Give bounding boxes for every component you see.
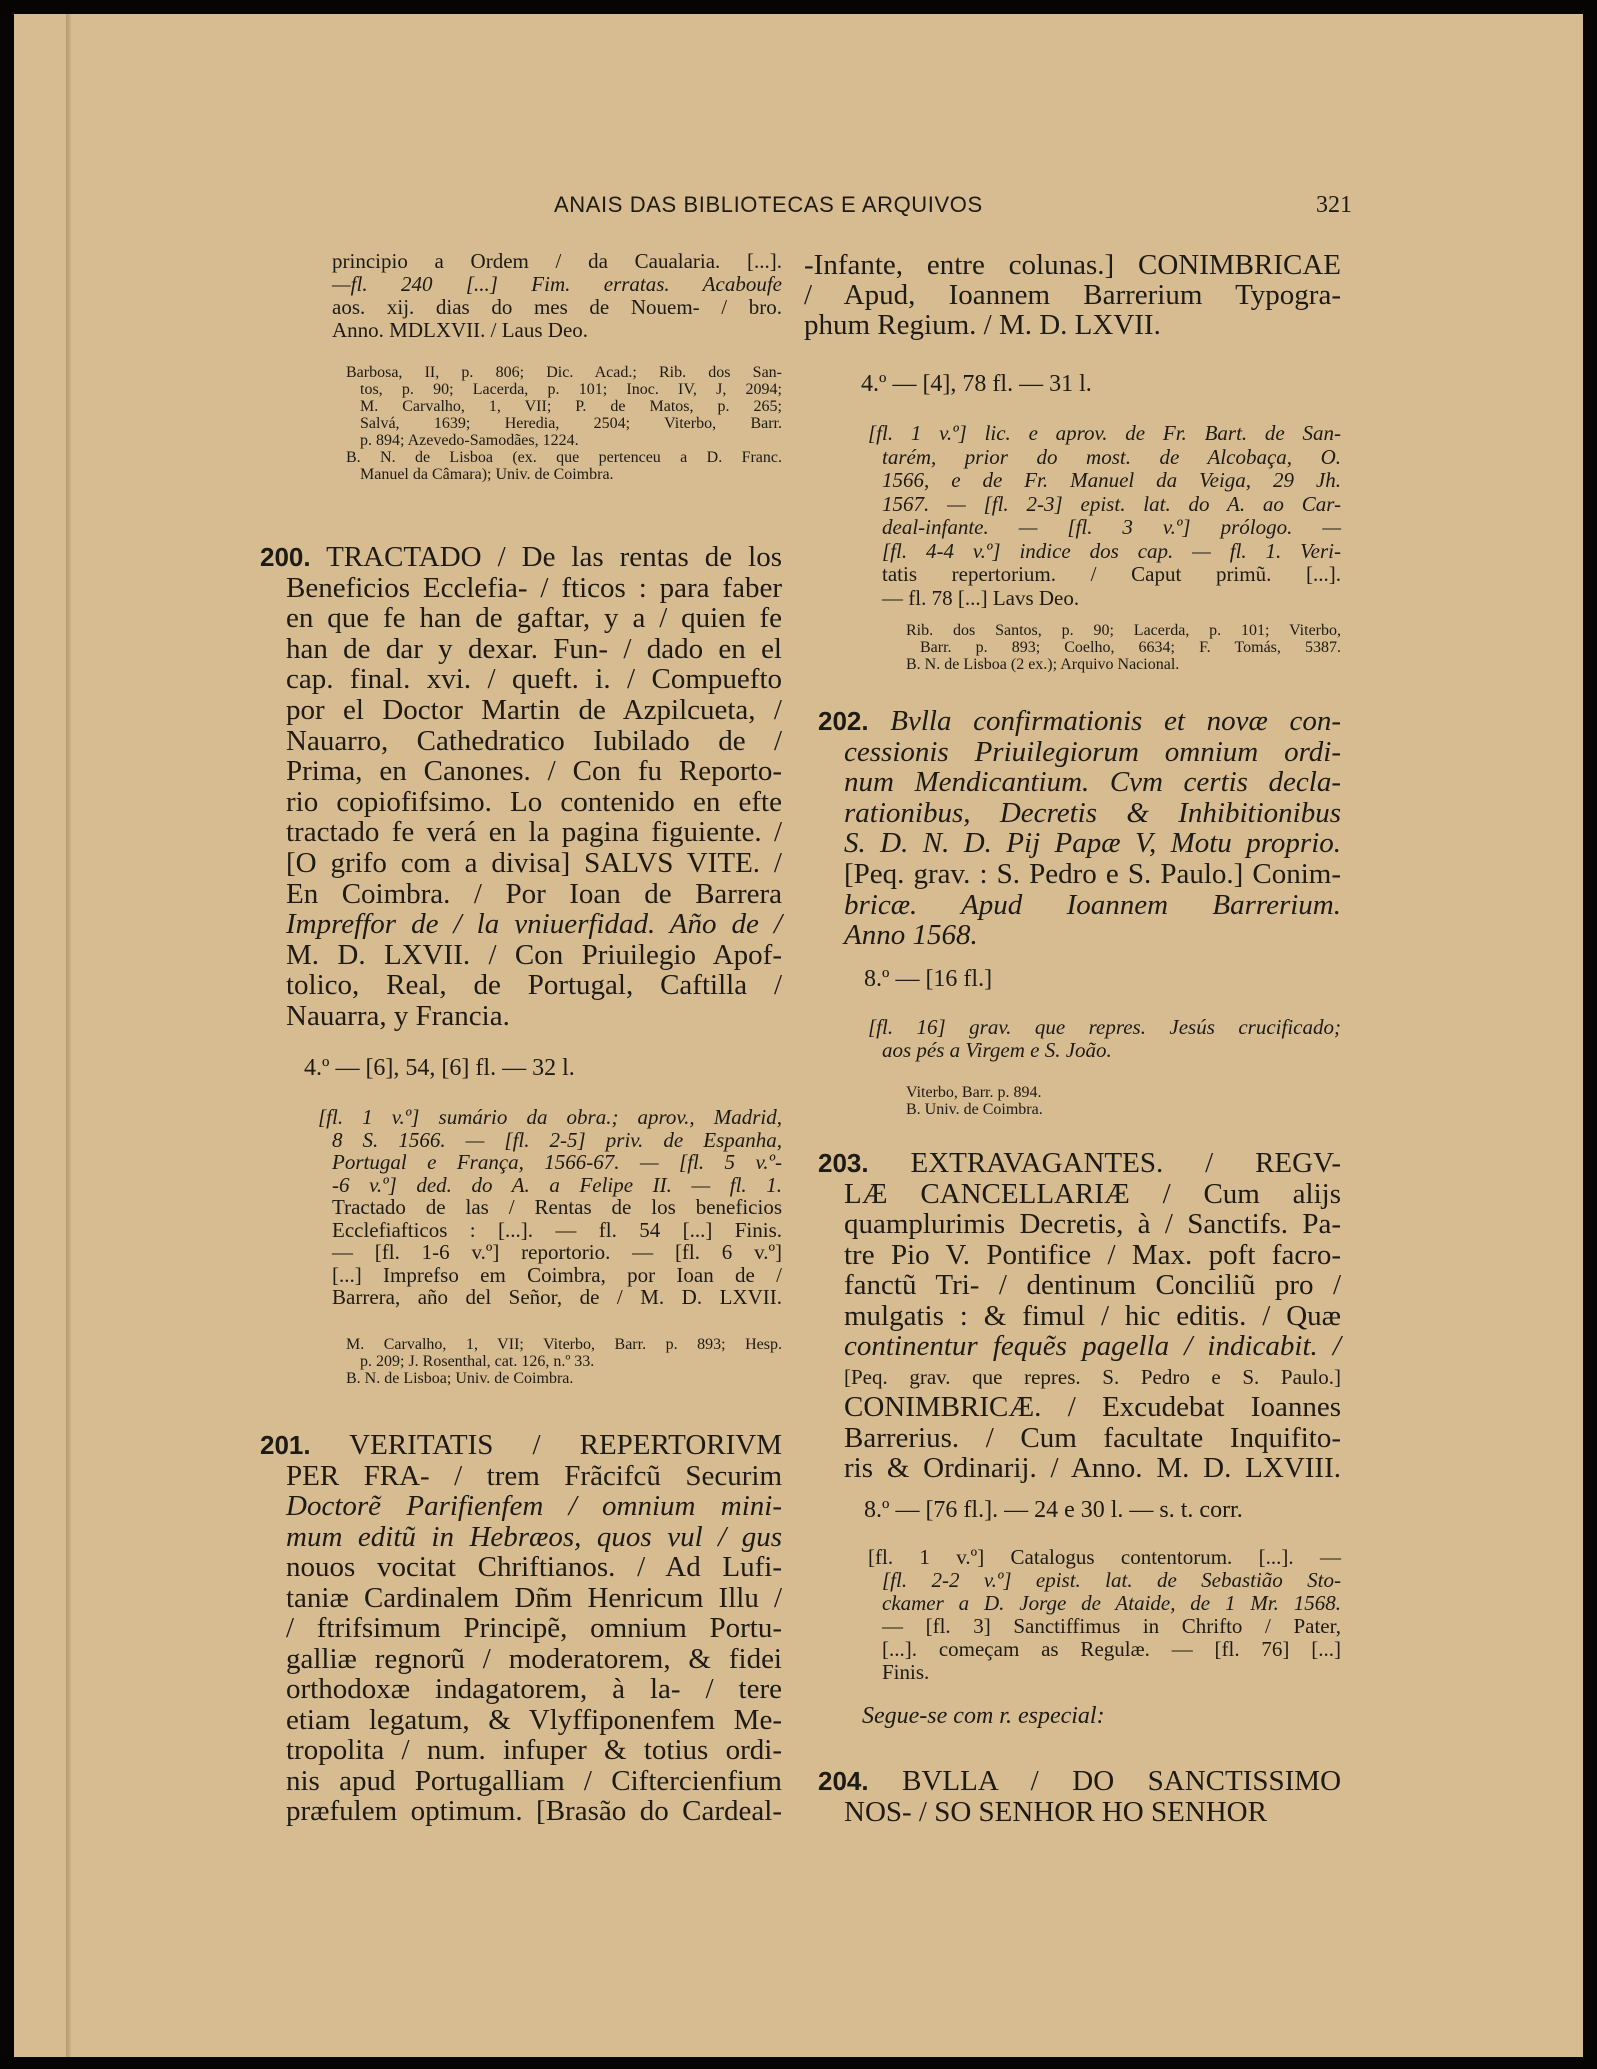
page-header bbox=[539, 192, 1352, 226]
note-line: 8 S. 1566. — [fl. 2-5] priv. de Espanha, bbox=[332, 1127, 782, 1152]
entry-201 bbox=[260, 1429, 782, 1827]
note-line: [...] Imprefso em Coimbra, por Ioan de / bbox=[332, 1262, 782, 1287]
note-line: tatis repertorium. / Caput primũ. [...]. bbox=[882, 562, 1341, 586]
entry-title-line: / Apud, Ioannem Barrerium Typogra- bbox=[804, 279, 1341, 311]
reference-line: Rib. dos Santos, p. 90; Lacerda, p. 101; Viterbo, bbox=[906, 622, 1341, 639]
reference-line: B. N. de Lisboa (ex. que pertenceu a D. Franc. bbox=[346, 449, 782, 466]
follow-note-203 bbox=[862, 1704, 1341, 1728]
format-203 bbox=[864, 1498, 1341, 1522]
note-line: Ecclefiafticos : [...]. — fl. 54 [...] Finis. bbox=[332, 1217, 782, 1242]
note-line: Portugal e França, 1566-67. — [fl. 5 v.º- bbox=[332, 1150, 782, 1174]
entry-title-line: tractado fe verá en la pagina figuiente. / bbox=[286, 816, 782, 849]
entry-title-line: M. D. LXVII. / Con Priuilegio Apof- bbox=[286, 938, 782, 971]
entry-title-line: continentur fequẽs pagella / indicabit. / bbox=[844, 1330, 1341, 1362]
references-202 bbox=[906, 1084, 1341, 1118]
entry-202 bbox=[818, 705, 1341, 952]
entry-title-line: en que fe han de gaftar, y a / quien fe bbox=[286, 602, 782, 635]
entry-number: 201. bbox=[260, 1430, 311, 1460]
note-line: — [fl. 3] Sanctiffimus in Chrifto / Pater, bbox=[882, 1614, 1341, 1638]
entry-title-line: rationibus, Decretis & Inhibitionibus bbox=[844, 796, 1341, 829]
note-line: Tractado de las / Rentas de los beneficios bbox=[332, 1195, 782, 1219]
text-line: Anno. MDLXVII. / Laus Deo. bbox=[332, 318, 589, 342]
entry-title-line: mum editũ in Hebræos, quos vul / gus bbox=[286, 1520, 782, 1553]
entry-title-line: tolico, Real, de Portugal, Caftilla / bbox=[286, 969, 782, 1002]
entry-title-line: nis apud Portugalliam / Ciftercienfium bbox=[286, 1764, 782, 1797]
note-line: -6 v.º] ded. do A. a Felipe II. — fl. 1. bbox=[332, 1172, 782, 1197]
references-199 bbox=[346, 364, 782, 483]
references-200 bbox=[346, 1336, 782, 1387]
entry-title-line: præfulem optimum. [Brasão do Cardeal- bbox=[286, 1795, 782, 1827]
text-line: —fl. 240 [...] Fim. erratas. Acaboufe bbox=[332, 272, 782, 296]
note-line: [fl. 4-4 v.º] indice dos cap. — fl. 1. Veri- bbox=[882, 538, 1341, 563]
entry-title-line: tre Pio V. Pontifice / Max. poft facro- bbox=[844, 1238, 1341, 1271]
reference-line: M. Carvalho, 1, VII; Viterbo, Barr. p. 893; Hesp. bbox=[346, 1336, 782, 1353]
entry-title-line: cap. final. xvi. / queft. i. / Compuefto bbox=[286, 663, 782, 696]
entry-title-line: Impreffor de / la vniuerfidad. Año de / bbox=[286, 908, 782, 941]
book-page bbox=[14, 14, 1583, 2057]
entry-title-line: nouos vocitat Chriftianos. / Ad Lufi- bbox=[286, 1551, 782, 1583]
entry-title-line: Barrerius. / Cum facultate Inquifito- bbox=[844, 1421, 1341, 1454]
entry-title-line: NOS- / SO SENHOR HO SENHOR bbox=[844, 1795, 1267, 1828]
reference-line: Salvá, 1639; Heredia, 2504; Viterbo, Barr. bbox=[360, 415, 782, 432]
entry-title-line: [O grifo com a divisa] SALVS VITE. / bbox=[286, 846, 782, 879]
entry-title-line: Doctorẽ Parifienfem / omnium mini- bbox=[286, 1490, 782, 1522]
entry-title-line: etiam legatum, & Vlyffiponenfem Me- bbox=[286, 1703, 782, 1736]
entry-title-line: TRACTADO / De las rentas de los bbox=[326, 541, 782, 573]
collation-line: 4.º — [6], 54, [6] fl. — 32 l. bbox=[304, 1055, 575, 1081]
note-line: — fl. 78 [...] Lavs Deo. bbox=[882, 585, 1080, 610]
entry-title-line: EXTRAVAGANTES. / REGV- bbox=[910, 1147, 1342, 1179]
note-line: [fl. 16] grav. que repres. Jesús crucificado; bbox=[868, 1015, 1341, 1039]
entry-title-line: tropolita / num. infuper & totius ordi- bbox=[286, 1734, 782, 1766]
reference-line: M. Carvalho, 1, VII; P. de Matos, p. 265; bbox=[360, 398, 782, 415]
reference-line: Viterbo, Barr. p. 894. bbox=[906, 1084, 1042, 1101]
entry-title-line: han de dar y dexar. Fun- / dado en el bbox=[286, 632, 782, 665]
entry-title-line: Anno 1568. bbox=[844, 919, 978, 952]
reference-line: B. N. de Lisboa; Univ. de Coimbra. bbox=[346, 1370, 574, 1387]
entry-title-line: fanctũ Tri- / dentinum Conciliũ pro / bbox=[844, 1269, 1341, 1301]
note-line: [fl. 1 v.º] lic. e aprov. de Fr. Bart. de San- bbox=[868, 421, 1341, 445]
entry-title-line: / ftrifsimum Principẽ, omnium Portu- bbox=[286, 1612, 782, 1644]
note-line: [...]. começam as Regulæ. — [fl. 76] [...] bbox=[882, 1637, 1341, 1661]
note-line: aos pés a Virgem e S. João. bbox=[882, 1038, 1112, 1062]
entry-title-line: orthodoxæ indagatorem, à la- / tere bbox=[286, 1673, 782, 1705]
notes-202 bbox=[868, 1016, 1341, 1062]
reference-line: p. 894; Azevedo-Samodães, 1224. bbox=[360, 432, 579, 449]
entry-title-line: Nauarro, Cathedratico Iubilado de / bbox=[286, 724, 782, 757]
text-line: aos. xij. dias do mes de Nouem- / bro. bbox=[332, 295, 782, 319]
note-line: [fl. 1 v.º] Catalogus contentorum. [...]. — bbox=[868, 1545, 1341, 1569]
note-line: Finis. bbox=[882, 1660, 930, 1684]
entry-title-line: bricæ. Apud Ioannem Barrerium. bbox=[844, 888, 1341, 921]
reference-line: Barr. p. 893; Coelho, 6634; F. Tomás, 5387. bbox=[920, 639, 1341, 656]
entry-title-line: Bvlla confirmationis et novæ con- bbox=[890, 705, 1341, 737]
entry-title-line: [Peq. grav. que repres. S. Pedro e S. Paulo.] bbox=[844, 1364, 1341, 1389]
entry-title-line: BVLLA / DO SANCTISSIMO bbox=[902, 1765, 1342, 1797]
entry-title-line: galliæ regnorũ / moderatorem, & fidei bbox=[286, 1642, 782, 1675]
entry-title-line: PER FRA- / trem Frãcifcũ Securim bbox=[286, 1459, 782, 1492]
entry-title-line: ris & Ordinarij. / Anno. M. D. LXVIII. bbox=[844, 1452, 1341, 1484]
entry-title-line: Prima, en Canones. / Con fu Reporto- bbox=[286, 755, 782, 788]
notes-200 bbox=[318, 1106, 782, 1309]
references-201 bbox=[906, 622, 1341, 673]
note-line: [fl. 2-2 v.º] epist. lat. de Sebastião Sto- bbox=[882, 1568, 1341, 1592]
collation-line: 4.º — [4], 78 fl. — 31 l. bbox=[861, 371, 1092, 397]
entry-title-line: Beneficios Ecclefia- / fticos : para faber bbox=[286, 571, 782, 604]
notes-201 bbox=[868, 422, 1341, 610]
entry-title-line: LÆ CANCELLARIÆ / Cum alijs bbox=[844, 1177, 1341, 1210]
format-200 bbox=[304, 1056, 782, 1080]
entry-title-line: mulgatis : & fimul / hic editis. / Quæ bbox=[844, 1299, 1341, 1332]
note-line: Barrera, año del Señor, de / M. D. LXVII. bbox=[332, 1285, 782, 1309]
entry-title-line: S. D. N. D. Pij Papæ V, Motu proprio. bbox=[844, 827, 1341, 860]
entry-204 bbox=[818, 1765, 1342, 1828]
page-number: 321 bbox=[1316, 192, 1352, 218]
format-201 bbox=[861, 372, 1341, 396]
running-title: ANAIS DAS BIBLIOTECAS E ARQUIVOS bbox=[554, 192, 983, 217]
entry-title-line: [Peq. grav. : S. Pedro e S. Paulo.] Conim- bbox=[844, 857, 1341, 890]
entry-title-line: rio copiofifsimo. Lo contenido en efte bbox=[286, 785, 782, 818]
reference-line: p. 209; J. Rosenthal, cat. 126, n.º 33. bbox=[360, 1353, 595, 1370]
note-line: deal-infante. — [fl. 3 v.º] prólogo. — bbox=[882, 515, 1341, 539]
notes-203 bbox=[868, 1546, 1341, 1684]
note-line: ckamer a D. Jorge de Ataide, de 1 Mr. 1568. bbox=[882, 1591, 1341, 1615]
collation-line: 8.º — [76 fl.]. — 24 e 30 l. — s. t. corr. bbox=[864, 1497, 1243, 1523]
note-line: [fl. 1 v.º] sumário da obra.; aprov., Madrid, bbox=[318, 1105, 782, 1129]
follow-line: Segue-se com r. especial: bbox=[862, 1703, 1105, 1729]
reference-line: Barbosa, II, p. 806; Dic. Acad.; Rib. dos San- bbox=[346, 364, 782, 381]
entry-number: 202. bbox=[818, 706, 869, 736]
entry-title-line: Nauarra, y Francia. bbox=[286, 999, 510, 1032]
entry-title-line: VERITATIS / REPERTORIVM bbox=[349, 1429, 782, 1461]
reference-line: B. Univ. de Coimbra. bbox=[906, 1101, 1043, 1118]
entry-title-line: taniæ Cardinalem Dñm Henricum Illu / bbox=[286, 1581, 782, 1614]
entry-title-line: num Mendicantium. Cvm certis decla- bbox=[844, 766, 1341, 799]
entry-title-line: quamplurimis Decretis, à / Sanctifs. Pa- bbox=[844, 1208, 1341, 1240]
note-line: 1566, e de Fr. Manuel da Veiga, 29 Jh. bbox=[882, 468, 1341, 492]
reference-line: tos, p. 90; Lacerda, p. 101; Inoc. IV, J, 2094; bbox=[360, 381, 782, 398]
note-line: 1567. — [fl. 2-3] epist. lat. do A. ao Car- bbox=[882, 491, 1341, 516]
entry-201-continuation bbox=[804, 250, 1341, 340]
entry-title-line: -Infante, entre colunas.] CONIMBRICAE bbox=[804, 249, 1341, 281]
entry-number: 204. bbox=[818, 1766, 869, 1796]
format-202 bbox=[864, 967, 1341, 991]
entry-200 bbox=[260, 541, 782, 1032]
entry-number: 200. bbox=[260, 542, 311, 572]
note-line: tarém, prior do most. de Alcobaça, O. bbox=[882, 444, 1341, 469]
note-line: — [fl. 1-6 v.º] reportorio. — [fl. 6 v.º] bbox=[332, 1240, 782, 1264]
page-fold-shadow bbox=[66, 14, 71, 2057]
entry-title-line: por el Doctor Martin de Azpilcueta, / bbox=[286, 693, 782, 726]
reference-line: B. N. de Lisboa (2 ex.); Arquivo Nacional. bbox=[906, 656, 1180, 673]
entry-203 bbox=[818, 1147, 1342, 1484]
entry-title-line: cessionis Priuilegiorum omnium ordi- bbox=[844, 735, 1341, 768]
reference-line: Manuel da Câmara); Univ. de Coimbra. bbox=[360, 466, 614, 483]
entry-number: 203. bbox=[818, 1148, 869, 1178]
entry-title-line: En Coimbra. / Por Ioan de Barrera bbox=[286, 877, 782, 910]
entry-199-continuation bbox=[332, 250, 782, 342]
entry-title-line: phum Regium. / M. D. LXVII. bbox=[804, 309, 1161, 341]
text-line: principio a Ordem / da Caualaria. [...]. bbox=[332, 249, 782, 273]
collation-line: 8.º — [16 fl.] bbox=[864, 966, 993, 992]
entry-title-line: CONIMBRICÆ. / Excudebat Ioannes bbox=[844, 1391, 1341, 1423]
